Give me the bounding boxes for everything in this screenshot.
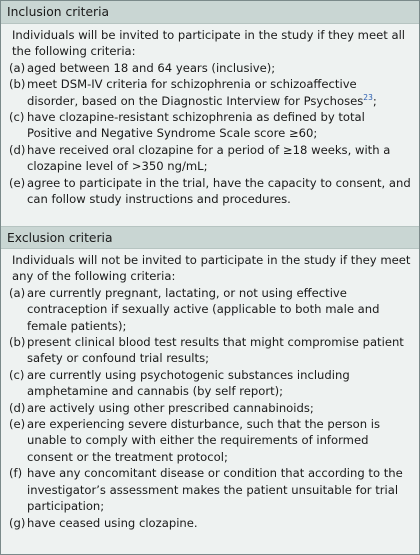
item-text: agree to participate in the trial, have the capacity to consent, and can follow study instructions and procedures. bbox=[27, 175, 411, 207]
inclusion-item bbox=[9, 76, 411, 109]
exclusion-section bbox=[1, 226, 419, 531]
item-label: (c) bbox=[9, 110, 25, 125]
exclusion-item bbox=[9, 285, 411, 334]
inclusion-body bbox=[1, 24, 419, 207]
item-label: (a) bbox=[9, 285, 26, 300]
inclusion-item bbox=[9, 60, 411, 76]
item-label: (g) bbox=[9, 515, 26, 530]
inclusion-item bbox=[9, 142, 411, 175]
exclusion-body bbox=[1, 249, 419, 531]
exclusion-item bbox=[9, 367, 411, 400]
exclusion-intro: Individuals will not be invited to participate in the study if they meet any of the following criteria: bbox=[12, 253, 411, 284]
inclusion-item bbox=[9, 175, 411, 208]
item-text: are experiencing severe disturbance, such that the person is unable to comply with either the requirements of informed consent or the treatment protocol; bbox=[27, 417, 381, 464]
item-text: aged between 18 and 64 years (inclusive); bbox=[27, 60, 276, 75]
item-label: (b) bbox=[9, 77, 26, 92]
item-text: are currently pregnant, lactating, or not using effective contraception if sexually active (applicable to both male and female patients); bbox=[27, 285, 380, 333]
exclusion-item bbox=[9, 334, 411, 367]
item-text-with-ref bbox=[27, 76, 411, 109]
item-text: are currently using psychotogenic substances including amphetamine and cannabis (by self report); bbox=[27, 367, 350, 399]
item-text: are actively using other prescribed cannabinoids; bbox=[27, 400, 314, 415]
inclusion-header: Inclusion criteria bbox=[1, 1, 419, 24]
item-label: (b) bbox=[9, 335, 26, 350]
item-text: have any concomitant disease or condition that according to the investigator’s assessment makes the patient unsuitable for trial participation; bbox=[27, 466, 403, 514]
item-label: (f) bbox=[9, 466, 23, 481]
item-label: (d) bbox=[9, 400, 26, 415]
item-label: (e) bbox=[9, 417, 26, 432]
item-text: have received oral clozapine for a period of ≥18 weeks, with a clozapine level of >350 ng/mL; bbox=[27, 142, 391, 174]
reference-link[interactable]: 23 bbox=[363, 92, 373, 102]
exclusion-item bbox=[9, 465, 411, 514]
inclusion-section bbox=[1, 1, 419, 226]
item-label: (c) bbox=[9, 367, 25, 382]
exclusion-item bbox=[9, 416, 411, 465]
item-label: (e) bbox=[9, 175, 26, 190]
exclusion-header: Exclusion criteria bbox=[1, 226, 419, 249]
item-text: meet DSM-IV criteria for schizophrenia or schizoaffective disorder, based on the Diagnostic Interview for Psychoses bbox=[27, 77, 364, 108]
item-label: (a) bbox=[9, 60, 26, 75]
item-text-tail: ; bbox=[372, 93, 377, 108]
inclusion-intro: Individuals will be invited to participate in the study if they meet all the following criteria: bbox=[12, 28, 406, 59]
exclusion-item bbox=[9, 515, 411, 531]
item-text: have ceased using clozapine. bbox=[27, 515, 198, 530]
item-text: have clozapine-resistant schizophrenia as defined by total Positive and Negative Syndrome Scale score ≥60; bbox=[27, 110, 365, 141]
item-label: (d) bbox=[9, 142, 26, 157]
item-text: present clinical blood test results that might compromise patient safety or confound trial results; bbox=[27, 335, 404, 366]
exclusion-item bbox=[9, 400, 411, 416]
inclusion-item bbox=[9, 109, 411, 142]
